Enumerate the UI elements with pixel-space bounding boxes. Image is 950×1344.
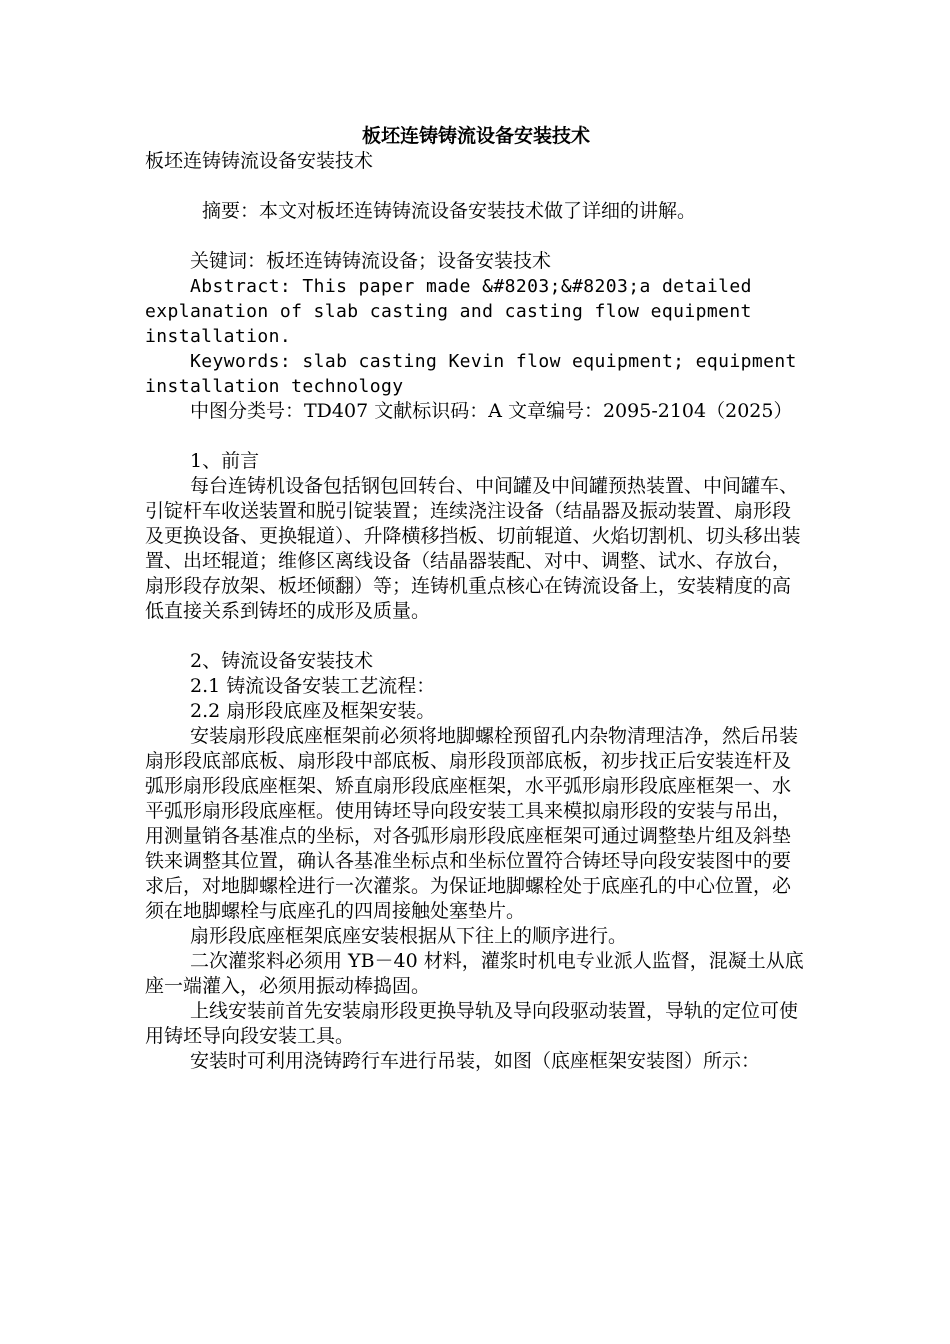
spacer xyxy=(145,174,807,199)
document-subtitle: 板坯连铸铸流设备安装技术 xyxy=(145,150,374,172)
paragraph-install-order: 扇形段底座框架底座安装根据从下往上的顺序进行。 xyxy=(190,925,628,947)
paragraph-base-frame: 安装扇形段底座框架前必须将地脚螺栓预留孔内杂物清理洁净，然后吊装扇形段底部底板、扇形段中部底板、扇形段顶部底板，初步找正后安装连杆及弧形扇形段底座框架、矫直扇形段底座框架，水平弧形扇形段底座框架一、水平弧形扇形段底座框。使用铸坯导向段安装工具来模拟扇形段的安装与吊出，用测量销各基准点的坐标，对各弧形扇形段底座框架可通过调整垫片组及斜垫铁来调整其位置，确认各基准坐标点和坐标位置符合铸坯导向段安装图中的要求后，对地脚螺栓进行一次灌浆。为保证地脚螺栓处于底座孔的中心位置，必须在地脚螺栓与底座孔的四周接触处塞垫片。 xyxy=(145,725,799,922)
keywords-en: Keywords: slab casting Kevin flow equipment; equipment installation technology xyxy=(145,351,797,397)
spacer xyxy=(145,224,807,249)
section-2-1-heading: 2.1 铸流设备安装工艺流程： xyxy=(190,675,436,697)
abstract-cn: 摘要：本文对板坯连铸铸流设备安装技术做了详细的讲解。 xyxy=(202,200,697,222)
section-2-heading: 2、铸流设备安装技术 xyxy=(190,650,374,672)
paragraph-crane-lifting: 安装时可利用浇铸跨行车进行吊装，如图（底座框架安装图）所示： xyxy=(190,1050,761,1072)
keywords-cn: 关键词：板坯连铸铸流设备；设备安装技术 xyxy=(190,250,552,272)
paragraph-guide-rail: 上线安装前首先安装扇形段更换导轨及导向段驱动装置，导轨的定位可使用铸坯导向段安装工具。 xyxy=(145,1000,799,1047)
classification-line: 中图分类号：TD407 文献标识码：A 文章编号：2095-2104（2025） xyxy=(190,400,793,422)
paragraph-grouting: 二次灌浆料必须用 YB－40 材料，灌浆时机电专业派人监督，混凝土从底座一端灌入，必须用振动棒捣固。 xyxy=(145,950,804,997)
section-2-2-heading: 2.2 扇形段底座及框架安装。 xyxy=(190,700,436,722)
section-1-heading: 1、前言 xyxy=(190,450,260,472)
spacer xyxy=(145,624,807,649)
document-title: 板坯连铸铸流设备安装技术 xyxy=(361,125,590,147)
document-page xyxy=(145,124,807,1074)
abstract-en: Abstract: This paper made &#8203;&#8203;a detailed explanation of slab casting and casting flow equipment installation. xyxy=(145,276,752,347)
spacer xyxy=(145,424,807,449)
section-1-body: 每台连铸机设备包括钢包回转台、中间罐及中间罐预热装置、中间罐车、引锭杆车收送装置和脱引锭装置；连续浇注设备（结晶器及振动装置、扇形段及更换设备、更换辊道）、升降横移挡板、切前辊道、火焰切割机、切头移出装置、出坯辊道；维修区离线设备（结晶器装配、对中、调整、试水、存放台，扇形段存放架、板坯倾翻）等；连铸机重点核心在铸流设备上，安装精度的高低直接关系到铸坯的成形及质量。 xyxy=(145,475,801,622)
